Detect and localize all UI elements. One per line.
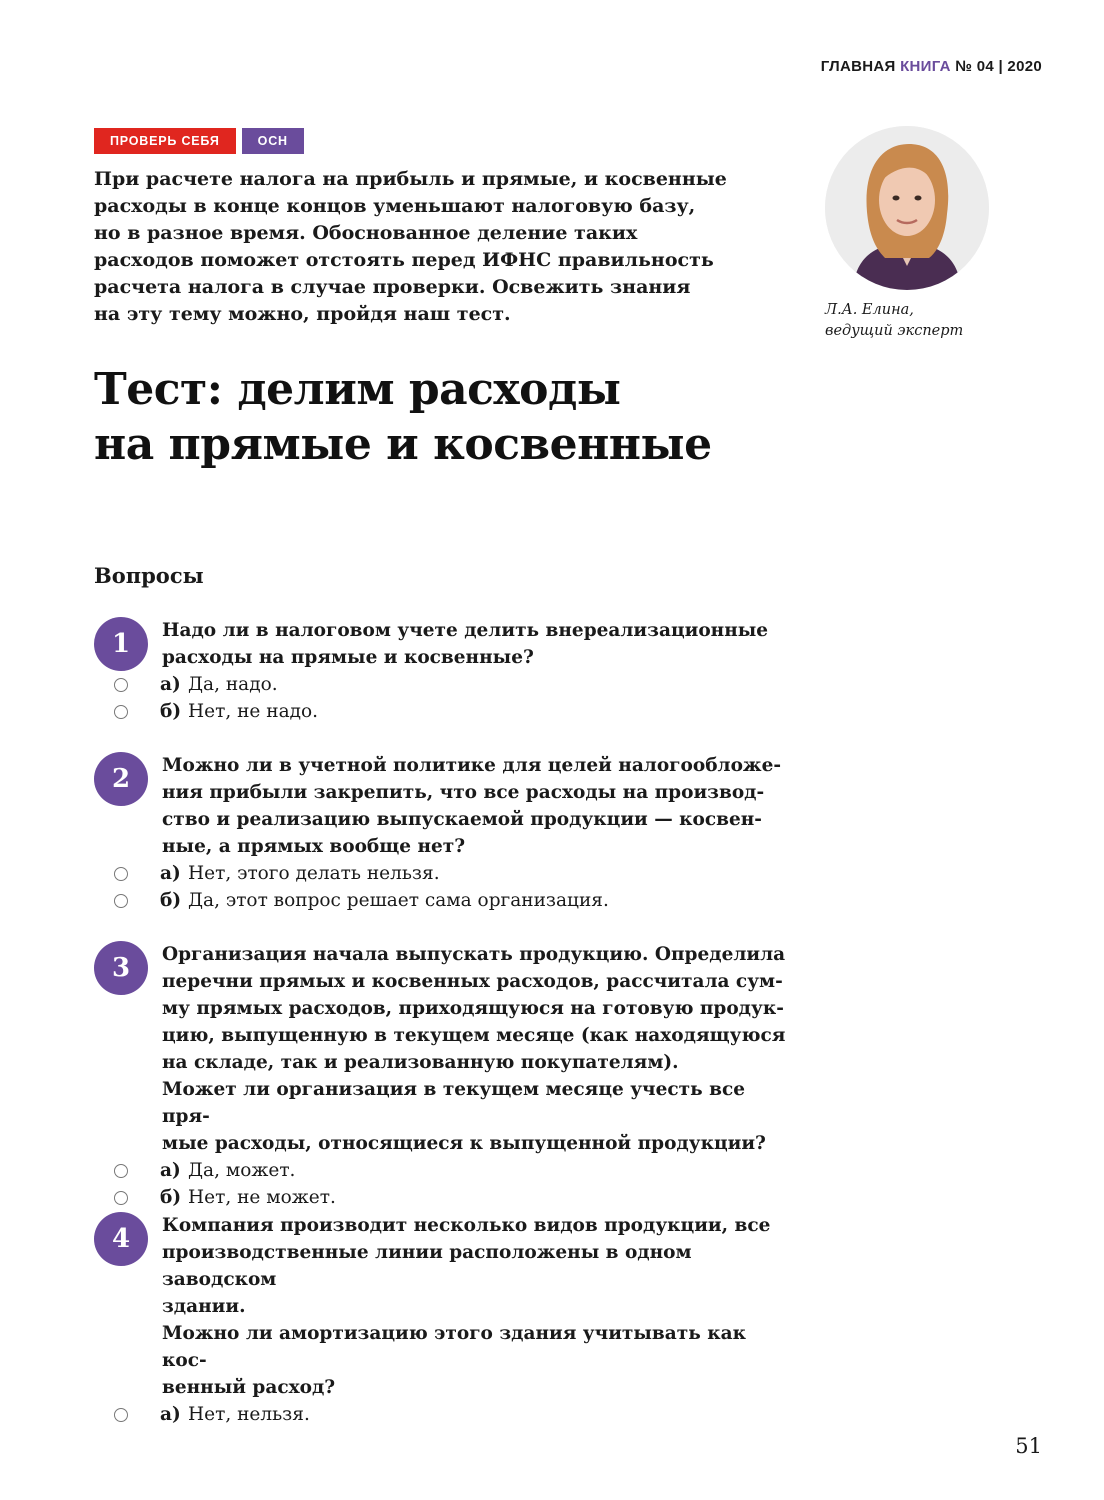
article-title [94, 362, 814, 472]
lead-line: расчета налога в случае проверки. Освежить знания [94, 276, 691, 298]
option-text: Да, этот вопрос решает сама организация. [188, 890, 609, 911]
option-letter: а) [160, 674, 181, 695]
lead-line: расходы в конце концов уменьшают налоговую базу, [94, 195, 696, 217]
question-line: ния прибыли закрепить, что все расходы на производ- [162, 782, 765, 803]
option-letter: б) [160, 701, 182, 722]
question-line: цию, выпущенную в текущем месяце (как находящуюся [162, 1025, 786, 1046]
radio-button[interactable] [114, 705, 128, 719]
question-number-badge: 3 [94, 941, 148, 995]
question-line: Можно ли амортизацию этого здания учитывать как кос- [162, 1323, 746, 1371]
masthead [821, 58, 1042, 75]
option-letter: б) [160, 1187, 182, 1208]
answer-option-b[interactable] [94, 1184, 784, 1211]
question-text [162, 752, 787, 860]
question-4 [94, 1212, 784, 1428]
option-text: Нет, нельзя. [188, 1404, 310, 1425]
question-line: расходы на прямые и косвенные? [162, 647, 534, 668]
question-text [162, 1212, 787, 1401]
answer-option-b[interactable] [94, 698, 784, 725]
answer-option-a[interactable] [94, 1157, 784, 1184]
rubric-tag-osn: ОСН [242, 128, 304, 154]
question-line: му прямых расходов, приходящуюся на готовую продук- [162, 998, 784, 1019]
question-line: Надо ли в налоговом учете делить внереализационные [162, 620, 769, 641]
question-number-badge: 4 [94, 1212, 148, 1266]
question-line: на складе, так и реализованную покупателям). [162, 1052, 679, 1073]
question-line: Компания производит несколько видов продукции, все [162, 1215, 771, 1236]
lead-line: расходов поможет отстоять перед ИФНС правильность [94, 249, 714, 271]
question-line: производственные линии расположены в одном заводском [162, 1242, 692, 1290]
answer-option-a[interactable] [94, 860, 784, 887]
question-line: Можно ли в учетной политике для целей налогообложе- [162, 755, 782, 776]
question-3 [94, 941, 784, 1211]
author-photo [825, 126, 989, 290]
radio-button[interactable] [114, 867, 128, 881]
answer-option-a[interactable] [94, 1401, 784, 1428]
question-number-badge: 2 [94, 752, 148, 806]
question-line: Может ли организация в текущем месяце учесть все пря- [162, 1079, 745, 1127]
option-text: Да, надо. [188, 674, 278, 695]
title-line: Тест: делим расходы [94, 364, 621, 415]
issue-number: № 04 | 2020 [955, 58, 1042, 75]
option-letter: а) [160, 1160, 181, 1181]
question-line: мые расходы, относящиеся к выпущенной продукции? [162, 1133, 766, 1154]
radio-button[interactable] [114, 1408, 128, 1422]
rubric-tag-check-yourself: ПРОВЕРЬ СЕБЯ [94, 128, 236, 154]
radio-button[interactable] [114, 1164, 128, 1178]
lead-line: При расчете налога на прибыль и прямые, и косвенные [94, 168, 727, 190]
question-line: Организация начала выпускать продукцию. Определила [162, 944, 786, 965]
answer-option-b[interactable] [94, 887, 784, 914]
radio-button[interactable] [114, 678, 128, 692]
option-text: Нет, этого делать нельзя. [188, 863, 440, 884]
brand-part2: КНИГА [900, 58, 951, 75]
question-line: венный расход? [162, 1377, 336, 1398]
rubric-tags [94, 128, 304, 154]
lead-line: на эту тему можно, пройдя наш тест. [94, 303, 511, 325]
question-text [162, 617, 787, 671]
option-text: Да, может. [188, 1160, 296, 1181]
lead-line: но в разное время. Обоснованное деление таких [94, 222, 638, 244]
radio-button[interactable] [114, 1191, 128, 1205]
question-line: перечни прямых и косвенных расходов, рассчитала сум- [162, 971, 783, 992]
author-name: Л.А. Елина, [825, 302, 914, 318]
brand-part1: ГЛАВНАЯ [820, 58, 896, 75]
author-role: ведущий эксперт [825, 323, 964, 339]
option-letter: б) [160, 890, 182, 911]
question-text [162, 941, 787, 1157]
option-letter: а) [160, 1404, 181, 1425]
question-number-badge: 1 [94, 617, 148, 671]
question-2 [94, 752, 784, 914]
question-line: ство и реализацию выпускаемой продукции — косвен- [162, 809, 762, 830]
option-letter: а) [160, 863, 181, 884]
option-text: Нет, не может. [188, 1187, 336, 1208]
option-text: Нет, не надо. [188, 701, 319, 722]
question-1 [94, 617, 784, 725]
questions-heading: Вопросы [94, 563, 204, 588]
title-line: на прямые и косвенные [94, 419, 712, 470]
lead-paragraph [94, 166, 774, 328]
question-line: ные, а прямых вообще нет? [162, 836, 466, 857]
page-number: 51 [1015, 1434, 1042, 1458]
radio-button[interactable] [114, 894, 128, 908]
question-line: здании. [162, 1296, 246, 1317]
author-caption [825, 300, 963, 342]
answer-option-a[interactable] [94, 671, 784, 698]
